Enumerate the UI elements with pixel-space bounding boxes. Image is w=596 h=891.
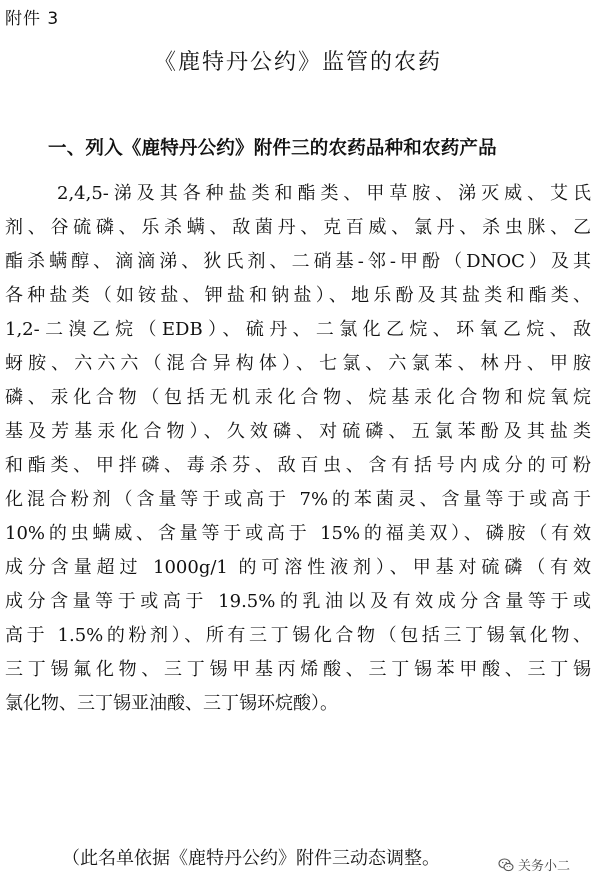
body-line: 2,4,5-涕及其各种盐类和酯类、甲草胺、涕灭威、艾氏 [57,183,591,204]
body-line: 三丁锡氟化物、三丁锡甲基丙烯酸、三丁锡苯甲酸、三丁锡 [5,659,591,680]
body-line: 蚜胺、六六六（混合异构体）、七氯、六氯苯、林丹、甲胺 [5,353,591,374]
body-paragraph [5,177,591,721]
section-heading: 一、列入《鹿特丹公约》附件三的农药品种和农药产品 [48,138,497,159]
body-line: 氯化物、三丁锡亚油酸、三丁锡环烷酸）。 [5,693,338,714]
body-line: 10%的虫螨威、含量等于或高于 15%的福美双）、磷胺（有效 [5,523,591,544]
body-line: 基及芳基汞化合物）、久效磷、对硫磷、五氯苯酚及其盐类 [5,421,591,442]
body-line: 化混合粉剂（含量等于或高于 7%的苯菌灵、含量等于或高于 [5,489,591,510]
wechat-icon [498,857,514,873]
body-line: 和酯类、甲拌磷、毒杀芬、敌百虫、含有括号内成分的可粉 [5,455,591,476]
footnote: （此名单依据《鹿特丹公约》附件三动态调整。 [62,848,440,869]
body-line: 剂、谷硫磷、乐杀螨、敌菌丹、克百威、氯丹、杀虫脒、乙 [5,217,591,238]
body-line: 高于 1.5%的粉剂）、所有三丁锡化合物（包括三丁锡氧化物、 [5,625,591,646]
watermark-text: 关务小二 [518,859,571,874]
body-line: 成分含量超过 1000g/1 的可溶性液剂）、甲基对硫磷（有效 [5,557,591,578]
body-line: 各种盐类（如铵盐、钾盐和钠盐）、地乐酚及其盐类和酯类、 [5,285,591,306]
body-line: 磷、汞化合物（包括无机汞化合物、烷基汞化合物和烷氧烷 [5,387,591,408]
watermark [498,855,570,874]
body-line: 1,2-二溴乙烷（EDB）、硫丹、二氯化乙烷、环氧乙烷、敌 [5,319,591,340]
body-line: 酯杀螨醇、滴滴涕、狄氏剂、二硝基-邻-甲酚（DNOC）及其 [5,251,591,272]
body-line: 成分含量等于或高于 19.5%的乳油以及有效成分含量等于或 [5,591,591,612]
document-title: 《鹿特丹公约》监管的农药 [153,50,442,75]
annex-label: 附件 3 [5,9,60,29]
